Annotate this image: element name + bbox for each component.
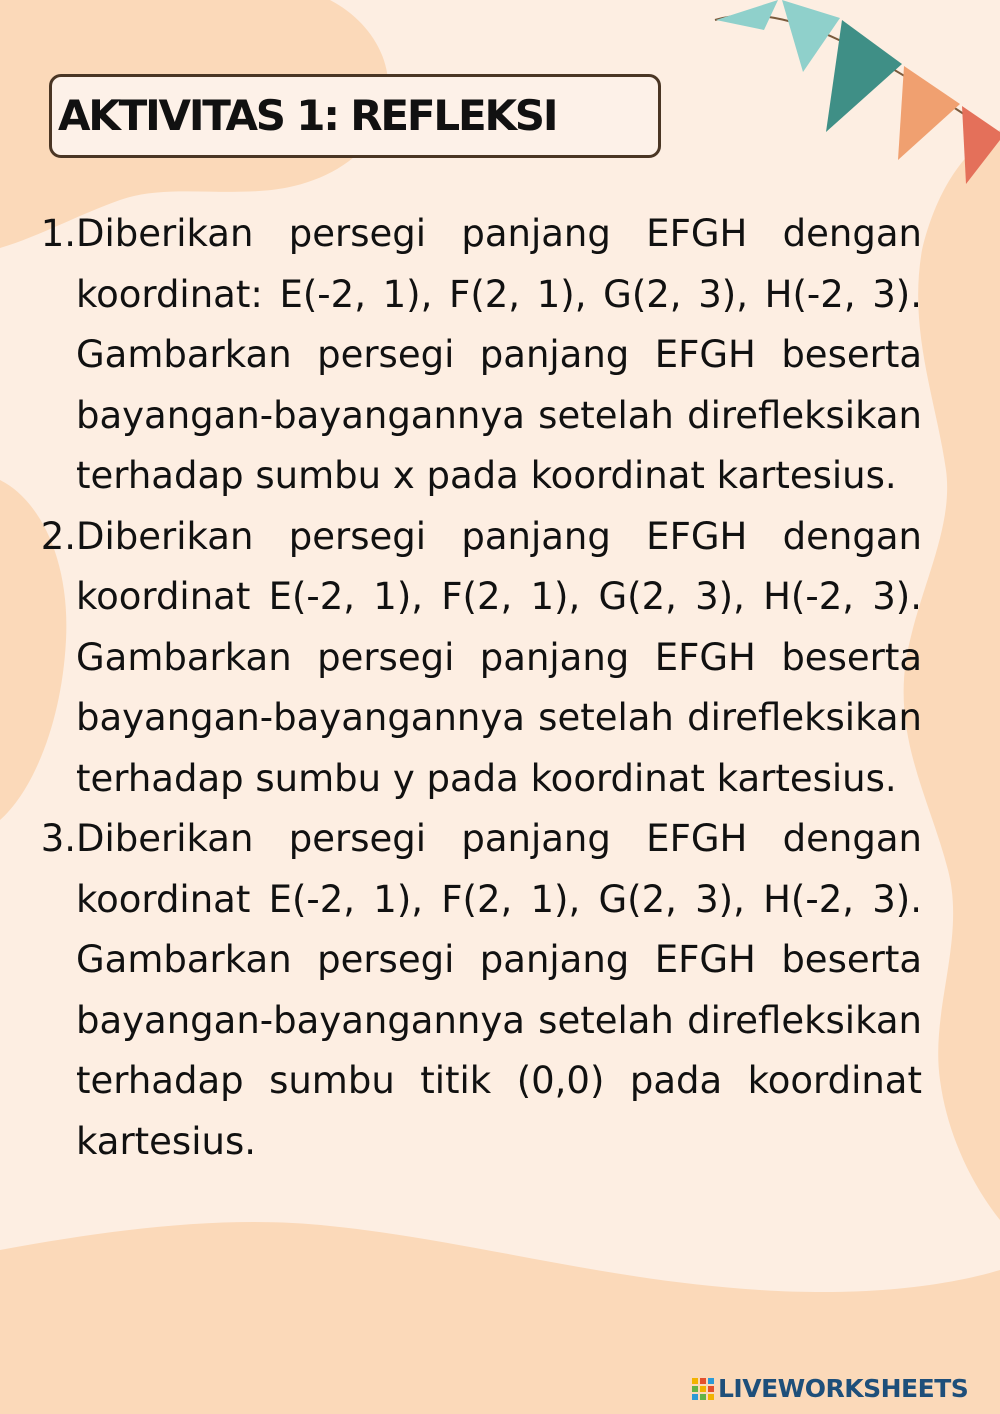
flag-orange [898,66,960,160]
flag-light-teal [716,0,778,30]
question-text: Diberikan persegi panjang EFGH dengan koordinat E(-2, 1), F(2, 1), G(2, 3), H(-2, 3). Gambarkan persegi panjang EFGH beserta bayangan-bayangannya setelah direfleksikan terhadap sumbu y pada koordinat kartesius. [76,514,922,800]
page-title: AKTIVITAS 1: REFLEKSI [58,91,557,140]
question-number: 2. [40,514,76,558]
question-text: Diberikan persegi panjang EFGH dengan koordinat E(-2, 1), F(2, 1), G(2, 3), H(-2, 3). Gambarkan persegi panjang EFGH beserta bayangan-bayangannya setelah direfleksikan terhadap sumbu titik (0,0) pada koordinat kartesius. [76,817,922,1163]
question-item-1 [24,204,922,507]
question-number: 3. [40,817,76,860]
question-text: Diberikan persegi panjang EFGH dengan koordinat: E(-2, 1), F(2, 1), G(2, 3), H(-2, 3). Gambarkan persegi panjang EFGH beserta bayangan-bayangannya setelah direfleksikan terhadap sumbu x pada koordinat kartesius. [76,212,922,497]
question-list [24,204,922,1172]
question-number: 1. [40,212,76,255]
bunting-flags-icon [715,0,1000,184]
liveworksheets-logo [692,1374,968,1404]
question-item-2 [24,507,922,810]
liveworksheets-logo-icon [692,1378,714,1400]
flag-teal [826,20,902,132]
question-item-3 [24,809,922,1172]
logo-text: LIVEWORKSHEETS [718,1374,969,1403]
